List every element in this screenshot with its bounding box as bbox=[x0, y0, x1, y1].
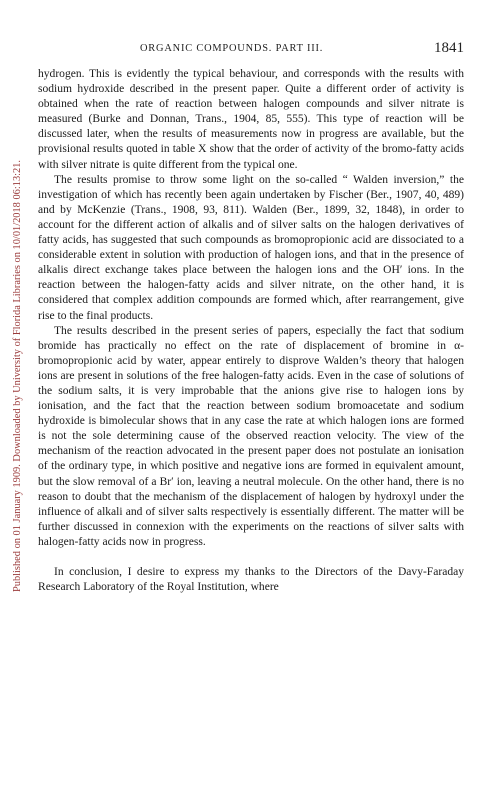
paragraph-spacer bbox=[38, 550, 464, 565]
page-header bbox=[38, 42, 464, 60]
download-provenance-note: Published on 01 January 1909. Downloaded by University of Florida Libraries on 10/01/2018 06:13:21. bbox=[12, 159, 23, 593]
closing-paragraph: In conclusion, I desire to express my thanks to the Directors of the Davy-Faraday Research Laboratory of the Royal Institution, where bbox=[38, 566, 464, 594]
article-body bbox=[38, 67, 464, 595]
paragraph-3: The results described in the present series of papers, especially the fact that sodium bromide has practically no effect on the rate of displacement of bromine in α-bromopropionic acid by water, appear entirely to disprove Walden’s theory that halogen ions are present in solutions of the free halogen-fatty acids. Even in the case of solutions of the sodium salts, it is very improbable that the anions give rise to halogen ions by ionisation, and the fact that the reaction between sodium bromoacetate and sodium hydroxide is bimolecular shows that in any case the rate at which halogen ions are formed is not the sole determining cause of the observed reaction velocity. The view of the mechanism of the reaction advocated in the present paper does not postulate an ionisation of the ordinary type, in which positive and negative ions are formed in equivalent amount, but the slow removal of a Br′ ion, leaving a neutral molecule. On the other hand, there is no reason to doubt that the mechanism of the displacement of halogen by hydroxyl under the influence of alkali and of silver salts respectively is essentially different. The matter will be further discussed in connexion with the experiments on the reactions of silver salts with halogen-fatty acids now in progress. bbox=[38, 324, 464, 548]
paragraph-2: The results promise to throw some light on the so-called “ Walden inversion,” the investigation of which has recently been again undertaken by Fischer (Ber., 1907, 40, 489) and by McKenzie (Trans., 1908, 93, 811). Walden (Ber., 1899, 32, 1848), in order to account for the different action of alkalis and of silver salts on the halogen derivatives of fatty acids, has suggested that such compounds as bromopropionic acid are dissociated to a considerable extent in solution with production of halogen ions, and that in the presence of alkalis direct exchange takes place between the halogen ions and the OH′ ions. In the reaction between the halogen-fatty acids and silver nitrate, on the other hand, it is considered that complex addition compounds are formed which, after rearrangement, give rise to the final products. bbox=[38, 173, 464, 322]
page-number: 1841 bbox=[434, 40, 464, 56]
running-head: ORGANIC COMPOUNDS. PART III. bbox=[140, 43, 324, 54]
paragraph-1: hydrogen. This is evidently the typical behaviour, and corresponds with the results with sodium hydroxide described in the present paper. Quite a different order of activity is obtained when the rate of reaction between halogen compounds and silver nitrate is measured (Burke and Donnan, Trans., 1904, 85, 555). This type of reaction will be discussed later, when the results of measurements now in progress are available, but the provisional results quoted in table X show that the order of activity of the bromo-fatty acids with silver nitrate is quite different from the typical one. bbox=[38, 68, 464, 171]
